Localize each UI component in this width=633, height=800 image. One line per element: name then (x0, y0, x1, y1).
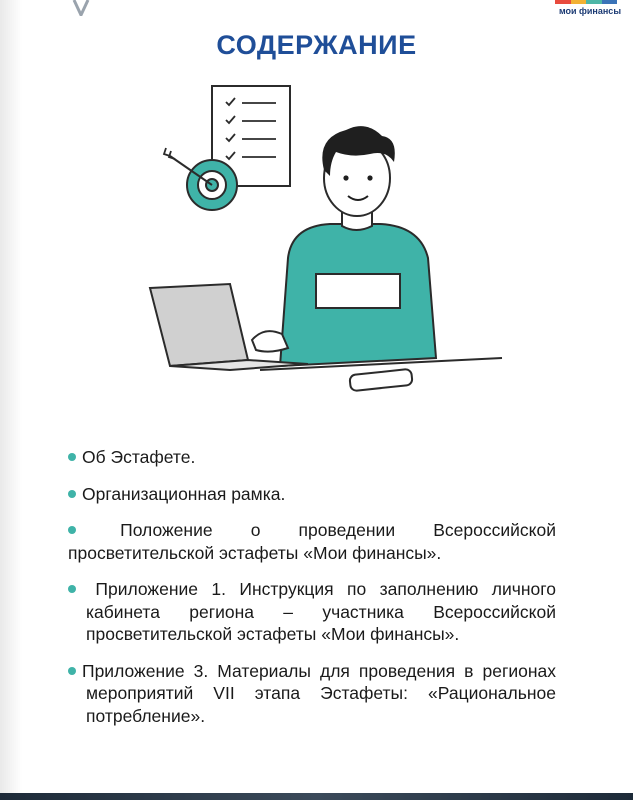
bullet-icon (68, 585, 76, 593)
bullet-icon (68, 490, 76, 498)
bottom-photo-strip (0, 793, 633, 800)
list-item-text: Приложение 3. Материалы для проведения в регионах мероприятий VII этапа Эстафеты: «Рациональное потребление». (82, 660, 556, 726)
bullet-icon (68, 453, 76, 461)
list-item-text: Об Эстафете. (82, 447, 196, 467)
person-icon (280, 126, 436, 366)
list-item (68, 519, 556, 564)
illustration (130, 78, 520, 398)
list-item-text: Приложение 1. Инструкция по заполнению личного кабинета региона – участника Всероссийской просветительской эстафеты «Мои финансы». (86, 579, 556, 644)
bullet-icon (68, 526, 76, 534)
page-edge-shadow (0, 0, 22, 800)
brand-logo (551, 0, 621, 20)
list-item-text: Организационная рамка. (82, 483, 286, 504)
list-item (68, 483, 556, 506)
contents-list (68, 446, 556, 741)
page-title: СОДЕРЖАНИЕ (216, 30, 417, 60)
brand-name: мои финансы (558, 6, 621, 16)
top-decoration (70, 0, 92, 16)
brand-color-bar (555, 0, 617, 4)
bullet-icon (68, 667, 76, 675)
list-item-text: Положение о проведении Всероссийской просветительской эстафеты «Мои финансы». (68, 520, 556, 563)
brand-bar-segment (602, 0, 618, 4)
list-item (68, 660, 556, 728)
brand-bar-segment (555, 0, 571, 4)
brand-bar-segment (571, 0, 587, 4)
list-item (68, 578, 556, 646)
list-item (68, 446, 556, 469)
brand-bar-segment (586, 0, 602, 4)
phone-icon (349, 369, 412, 391)
